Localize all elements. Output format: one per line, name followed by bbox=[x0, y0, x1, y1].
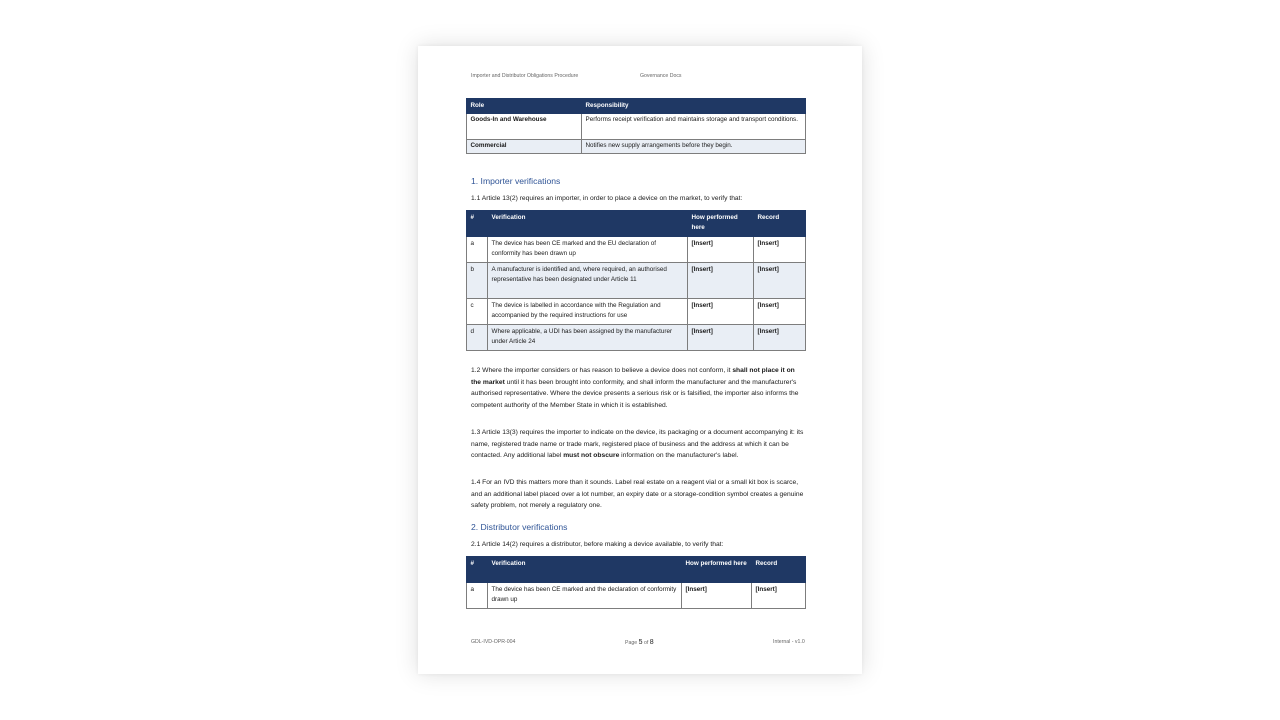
paragraph-text: 1.2 Where the importer considers or has reason to believe a device does not conform, it bbox=[471, 367, 733, 374]
distributor-verification-table bbox=[466, 556, 806, 609]
header-document-title: Importer and Distributor Obligations Procedure bbox=[471, 73, 579, 79]
how-performed-cell[interactable]: [Insert] bbox=[688, 299, 754, 325]
paragraph-1-2 bbox=[471, 365, 801, 411]
responsibility-cell: Notifies new supply arrangements before they begin. bbox=[582, 139, 806, 154]
verification-cell: The device has been CE marked and the EU declaration of conformity has been drawn up bbox=[488, 237, 688, 263]
col-header-number: # bbox=[467, 211, 488, 237]
table-row bbox=[467, 113, 806, 139]
verification-cell: The device has been CE marked and the declaration of conformity drawn up bbox=[488, 583, 682, 609]
row-id: a bbox=[467, 237, 488, 263]
verification-cell: The device is labelled in accordance with the Regulation and accompanied by the required instructions for use bbox=[488, 299, 688, 325]
col-header-verification: Verification bbox=[488, 557, 682, 583]
current-page: 5 bbox=[638, 639, 643, 646]
row-id: d bbox=[467, 325, 488, 351]
importer-verification-table bbox=[466, 210, 806, 351]
section-2-intro: 2.1 Article 14(2) requires a distributor, before making a device available, to verify that: bbox=[471, 541, 724, 548]
table-row bbox=[467, 299, 806, 325]
table-row bbox=[467, 325, 806, 351]
col-header-how-performed: How performed here bbox=[682, 557, 752, 583]
role-cell: Goods-In and Warehouse bbox=[467, 113, 582, 139]
section-1-heading: 1. Importer verifications bbox=[471, 176, 561, 186]
emphasis-text: shall not place it on the market bbox=[471, 367, 795, 386]
of-word: of bbox=[643, 640, 649, 646]
page-word: Page bbox=[625, 640, 638, 646]
paragraph-text: until it has been brought into conformity, and shall inform the manufacturer and the manufacturer's authorised representative. Where the device presents a serious risk or is falsified, the importer also informs the competent authority of the Member State in which it is established. bbox=[471, 378, 799, 409]
col-header-responsibility: Responsibility bbox=[582, 99, 806, 114]
record-cell[interactable]: [Insert] bbox=[754, 325, 806, 351]
role-cell: Commercial bbox=[467, 139, 582, 154]
footer-page-number bbox=[625, 639, 654, 646]
how-performed-cell[interactable]: [Insert] bbox=[688, 263, 754, 299]
record-cell[interactable]: [Insert] bbox=[754, 299, 806, 325]
row-id: b bbox=[467, 263, 488, 299]
paragraph-1-4: 1.4 For an IVD this matters more than it sounds. Label real estate on a reagent vial or a small kit box is scarce, and an additional label placed over a lot number, an expiry date or a storage-condition symbol creates a genuine safety problem, not merely a regulatory one. bbox=[471, 479, 804, 509]
how-performed-cell[interactable]: [Insert] bbox=[682, 583, 752, 609]
responsibility-cell: Performs receipt verification and maintains storage and transport conditions. bbox=[582, 113, 806, 139]
paragraph-text: 1.3 Article 13(3) requires the importer to indicate on the device, its packaging or a document accompanying it: its name, registered trade name or trade mark, registered place of business and the address at which it can be contacted. Any additional label bbox=[471, 429, 804, 459]
table-row bbox=[467, 583, 806, 609]
total-pages: 8 bbox=[649, 639, 654, 646]
col-header-verification: Verification bbox=[488, 211, 688, 237]
col-header-number: # bbox=[467, 557, 488, 583]
roles-table bbox=[466, 98, 806, 154]
paragraph-1-3 bbox=[471, 427, 811, 462]
table-row bbox=[467, 139, 806, 154]
table-header-row bbox=[467, 211, 806, 237]
col-header-record: Record bbox=[752, 557, 806, 583]
section-2-heading: 2. Distributor verifications bbox=[471, 522, 568, 532]
record-cell[interactable]: [Insert] bbox=[752, 583, 806, 609]
header-category: Governance Docs bbox=[640, 73, 682, 79]
how-performed-cell[interactable]: [Insert] bbox=[688, 237, 754, 263]
row-id: c bbox=[467, 299, 488, 325]
roles-table-header bbox=[467, 99, 806, 114]
how-performed-cell[interactable]: [Insert] bbox=[688, 325, 754, 351]
section-1-intro: 1.1 Article 13(2) requires an importer, in order to place a device on the market, to verify that: bbox=[471, 195, 743, 202]
paragraph-text: information on the manufacturer's label. bbox=[619, 452, 739, 459]
record-cell[interactable]: [Insert] bbox=[754, 263, 806, 299]
footer-document-id: GDL-IVD-OPR-004 bbox=[471, 639, 516, 645]
col-header-record: Record bbox=[754, 211, 806, 237]
col-header-how-performed: How performed here bbox=[688, 211, 754, 237]
verification-cell: Where applicable, a UDI has been assigned by the manufacturer under Article 24 bbox=[488, 325, 688, 351]
row-id: a bbox=[467, 583, 488, 609]
footer-classification: Internal - v1.0 bbox=[773, 639, 805, 645]
verification-cell: A manufacturer is identified and, where required, an authorised representative has been designated under Article 11 bbox=[488, 263, 688, 299]
table-row bbox=[467, 263, 806, 299]
record-cell[interactable]: [Insert] bbox=[754, 237, 806, 263]
emphasis-text: must not obscure bbox=[563, 452, 620, 459]
document-page bbox=[418, 46, 862, 674]
col-header-role: Role bbox=[467, 99, 582, 114]
table-row bbox=[467, 237, 806, 263]
table-header-row bbox=[467, 557, 806, 583]
